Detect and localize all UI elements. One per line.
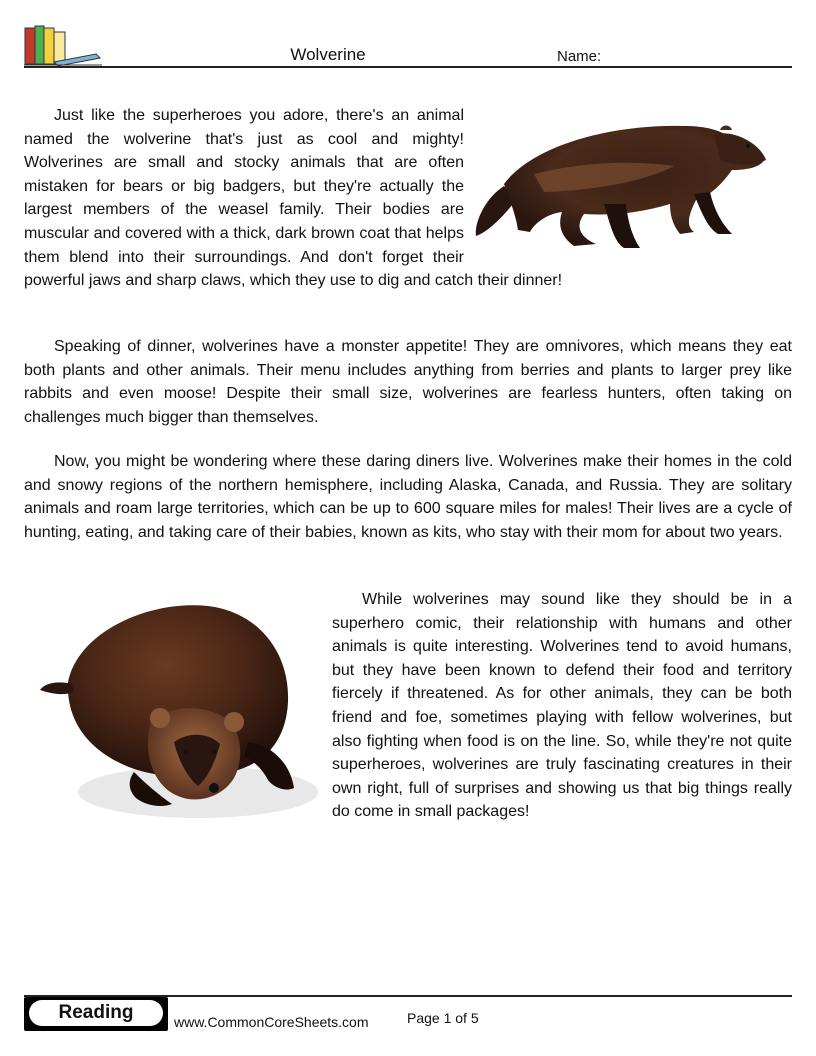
page-number: Page 1 of 5	[407, 1010, 479, 1026]
wolverine-walking-image	[464, 104, 792, 269]
wolverine-lying-image	[38, 592, 324, 832]
paragraph-2	[24, 335, 792, 429]
site-url: www.CommonCoreSheets.com	[174, 1014, 369, 1030]
paragraph-2-text: Speaking of dinner, wolverines have a monster appetite! They are omnivores, which means they eat both plants and other animals. Their menu includes anything from berries and plants to larger prey like rabbits and even moose! Despite their small size, wolverines are fearless hunters, often taking on challenges much bigger than themselves.	[24, 338, 792, 426]
paragraph-4	[332, 588, 792, 824]
worksheet-title: Wolverine	[290, 45, 366, 64]
name-label: Name:	[557, 48, 602, 65]
header-divider	[24, 66, 792, 68]
reading-badge-label: Reading	[29, 1000, 163, 1026]
paragraph-3	[24, 450, 792, 544]
paragraph-1	[24, 104, 792, 293]
reading-badge	[24, 997, 168, 1031]
paragraph-3-text: Now, you might be wondering where these daring diners live. Wolverines make their homes in the cold and snowy regions of the northern hemisphere, including Alaska, Canada, and Russia. They are solitary animals and roam large territories, which can be up to 600 square miles for males! Their lives are a cycle of hunting, eating, and taking care of their babies, known as kits, who stay with their mom for about two years.	[24, 453, 792, 541]
paragraph-1-text: Just like the superheroes you adore, there's an animal named the wolverine that's just as cool and mighty! Wolverines are small and stocky animals that are often mistaken for bears or big badgers, but they're actually the largest members of the weasel family. Their bodies are muscular and covered with a thick, dark brown coat that helps them blend into their surroundings. And don't forget their powerful jaws and sharp claws, which they use to dig and catch their dinner!	[24, 107, 563, 290]
paragraph-4-text: While wolverines may sound like they should be in a superhero comic, their relationship with humans and other animals is quite interesting. Wolverines tend to avoid humans, but they have been known to defend their food and territory fiercely if threatened. As for other animals, they can be both friend and foe, sometimes playing with fellow wolverines, but also fighting when food is on the line. So, while they're not quite superheroes, wolverines are truly fascinating creatures in their own right, full of surprises and showing us that big things really do come in small packages!	[332, 591, 792, 821]
